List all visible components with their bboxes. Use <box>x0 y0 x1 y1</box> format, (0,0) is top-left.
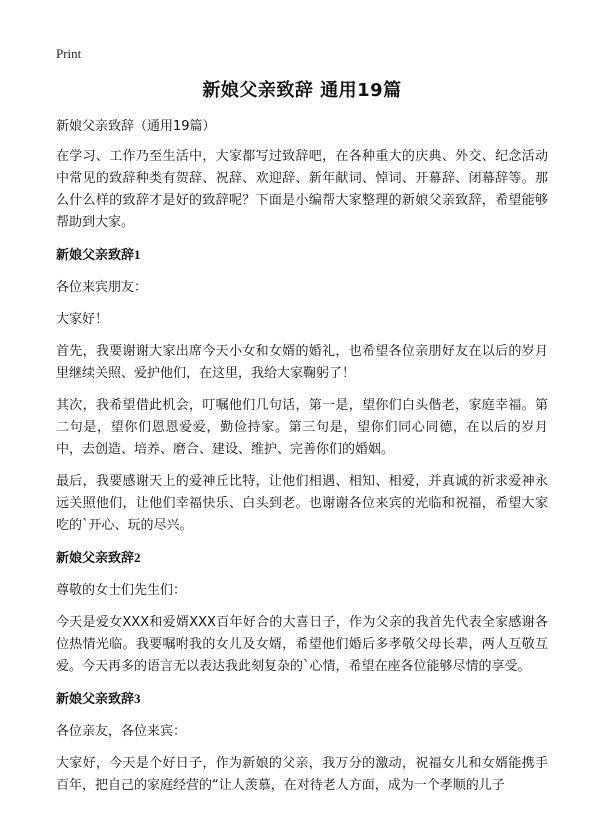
paragraph: 各位来宾朋友： <box>56 280 148 295</box>
section-heading-text: 新娘父亲致辞 <box>56 248 135 263</box>
paragraph: 最后，我要感谢天上的爱神丘比特，让他们相遇、相知、相爱，并真诚的祈求爱神永远关照他们，让他们幸福快乐、白头到老。也谢谢各位来宾的光临和祝福，希望大家吃的`开心、玩的尽兴。 <box>56 474 548 533</box>
section-heading-text: 新娘父亲致辞 <box>56 551 135 566</box>
section-heading-1 <box>56 244 548 267</box>
paragraph: 大家好，今天是个好日子，作为新娘的父亲，我万分的激动，祝福女儿和女婿能携手百年，把自己的家庭经营的“让人羡慕，在对待老人方面，成为一个孝顺的儿子 <box>56 756 548 793</box>
paragraph: 尊敬的女士们先生们： <box>56 583 187 598</box>
intro-paragraph: 在学习、工作乃至生活中，大家都写过致辞吧，在各种重大的庆典、外交、纪念活动中常见的致辞种类有贺辞、祝辞、欢迎辞、新年献词、悼词、开幕辞、闭幕辞等。那么什么样的致辞才是好的致辞呢？下面是小编帮大家整理的新娘父亲致辞，希望能够帮助到大家。 <box>56 149 548 230</box>
paragraph: 首先，我要谢谢大家出席今天小女和女婿的婚礼，也希望各位亲朋好友在以后的岁月里继续关照、爱护他们，在这里，我给大家鞠躬了！ <box>56 344 548 381</box>
section-heading-number: 3 <box>134 691 141 706</box>
page-title: 新娘父亲致辞 通用19篇 <box>202 80 402 101</box>
document-subtitle: 新娘父亲致辞（通用19篇） <box>56 119 216 134</box>
print-link[interactable]: Print <box>56 46 82 61</box>
section-heading-number: 2 <box>134 550 141 565</box>
section-heading-2 <box>56 547 548 570</box>
paragraph: 其次，我希望借此机会，叮嘱他们几句话，第一是，望你们白头偕老，家庭幸福。第二句是，望你们恩恩爱爱，勤俭持家。第三句是，望你们同心同德，在以后的岁月中，去创造、培养、磨合、建设、维护、完善你们的婚姻。 <box>56 398 548 457</box>
section-heading-3 <box>56 688 548 711</box>
paragraph: 大家好！ <box>56 312 109 327</box>
section-heading-number: 1 <box>134 247 141 262</box>
paragraph: 各位亲友，各位来宾： <box>56 724 187 739</box>
paragraph: 今天是爱女XXX和爱婿XXX百年好合的大喜日子，作为父亲的我首先代表全家感谢各位热情光临。我要嘱咐我的女儿及女婿，希望他们婚后多孝敬父母长辈，两人互敬互爱。今天再多的语言无以表达我此刻复杂的`心情，希望在座各位能够尽情的享受。 <box>56 615 548 674</box>
section-heading-text: 新娘父亲致辞 <box>56 692 135 707</box>
document-body <box>56 146 548 807</box>
